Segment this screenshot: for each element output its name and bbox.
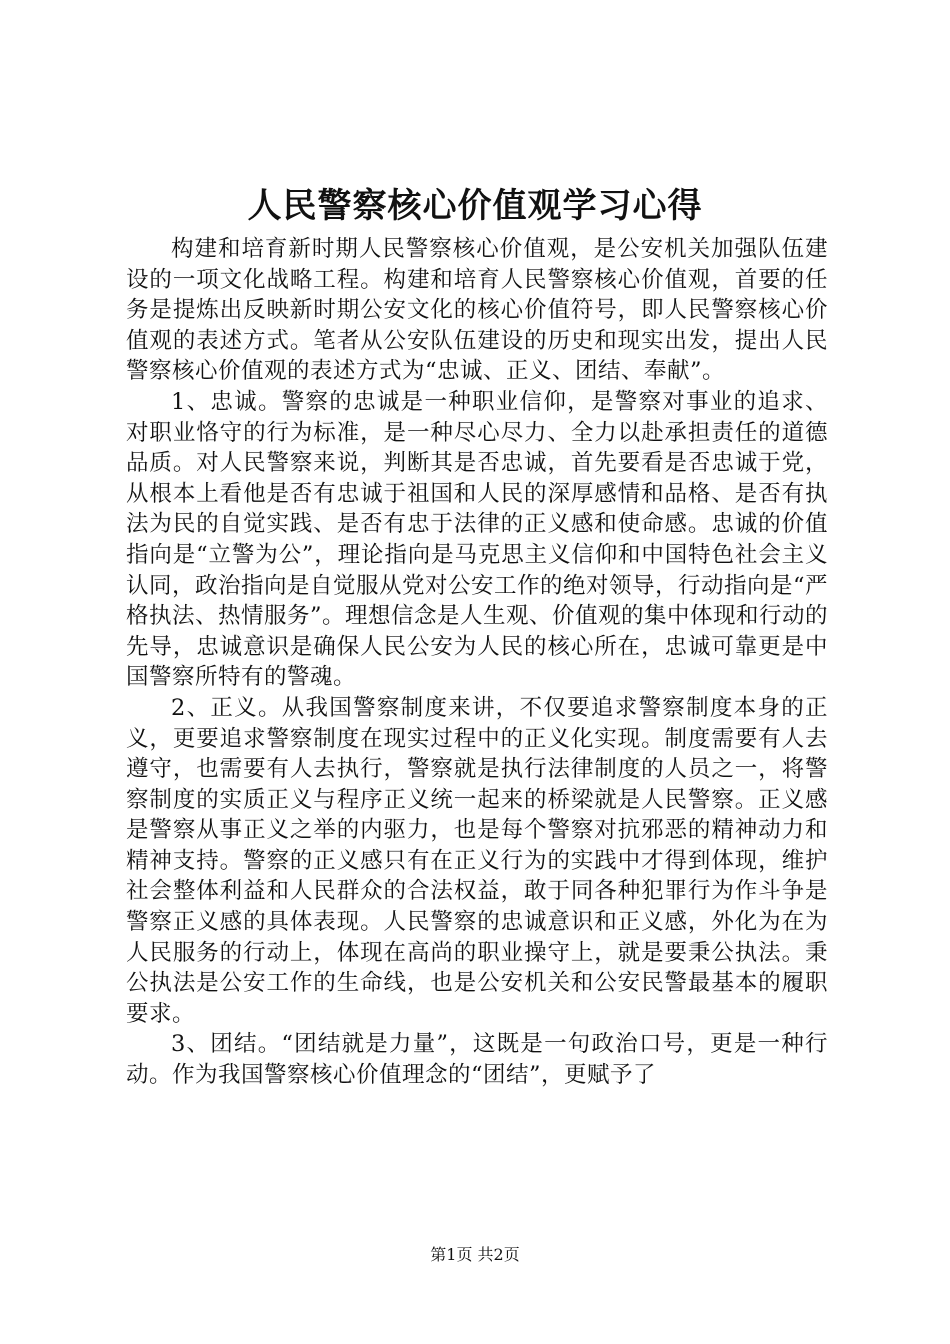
document-body bbox=[126, 234, 828, 1091]
paragraph-justice: 2、正义。从我国警察制度来讲，不仅要追求警察制度本身的正义，更要追求警察制度在现实过程中的正义化实现。制度需要有人去遵守，也需要有人去执行，警察就是执行法律制度的人员之一，将警察制度的实质正义与程序正义统一起来的桥梁就是人民警察。正义感是警察从事正义之举的内驱力，也是每个警察对抗邪恶的精神动力和精神支持。警察的正义感只有在正义行为的实践中才得到体现，维护社会整体利益和人民群众的合法权益，敢于同各种犯罪行为作斗争是警察正义感的具体表现。人民警察的忠诚意识和正义感，外化为在为人民服务的行动上，体现在高尚的职业操守上，就是要秉公执法。秉公执法是公安工作的生命线，也是公安机关和公安民警最基本的履职要求。 bbox=[126, 694, 828, 1027]
page-footer: 第1页 共2页 bbox=[430, 1245, 520, 1264]
paragraph-loyalty: 1、忠诚。警察的忠诚是一种职业信仰，是警察对事业的追求、对职业恪守的行为标准，是一种尽心尽力、全力以赴承担责任的道德品质。对人民警察来说，判断其是否忠诚，首先要看是否忠诚于党，从根本上看他是否有忠诚于祖国和人民的深厚感情和品格、是否有执法为民的自觉实践、是否有忠于法律的正义感和使命感。忠诚的价值指向是“立警为公”，理论指向是马克思主义信仰和中国特色社会主义认同，政治指向是自觉服从党对公安工作的绝对领导，行动指向是“严格执法、热情服务”。理想信念是人生观、价值观的集中体现和行动的先导，忠诚意识是确保人民公安为人民的核心所在，忠诚可靠更是中国警察所特有的警魂。 bbox=[126, 388, 829, 691]
document-title: 人民警察核心价值观学习心得 bbox=[247, 186, 703, 226]
paragraph-unity: 3、团结。“团结就是力量”，这既是一句政治口号，更是一种行动。作为我国警察核心价值理念的“团结”，更赋予了 bbox=[126, 1031, 828, 1089]
paragraph-intro: 构建和培育新时期人民警察核心价值观，是公安机关加强队伍建设的一项文化战略工程。构建和培育人民警察核心价值观，首要的任务是提炼出反映新时期公安文化的核心价值符号，即人民警察核心价值观的表述方式。笔者从公安队伍建设的历史和现实出发，提出人民警察核心价值观的表述方式为“忠诚、正义、团结、奉献”。 bbox=[126, 236, 828, 385]
